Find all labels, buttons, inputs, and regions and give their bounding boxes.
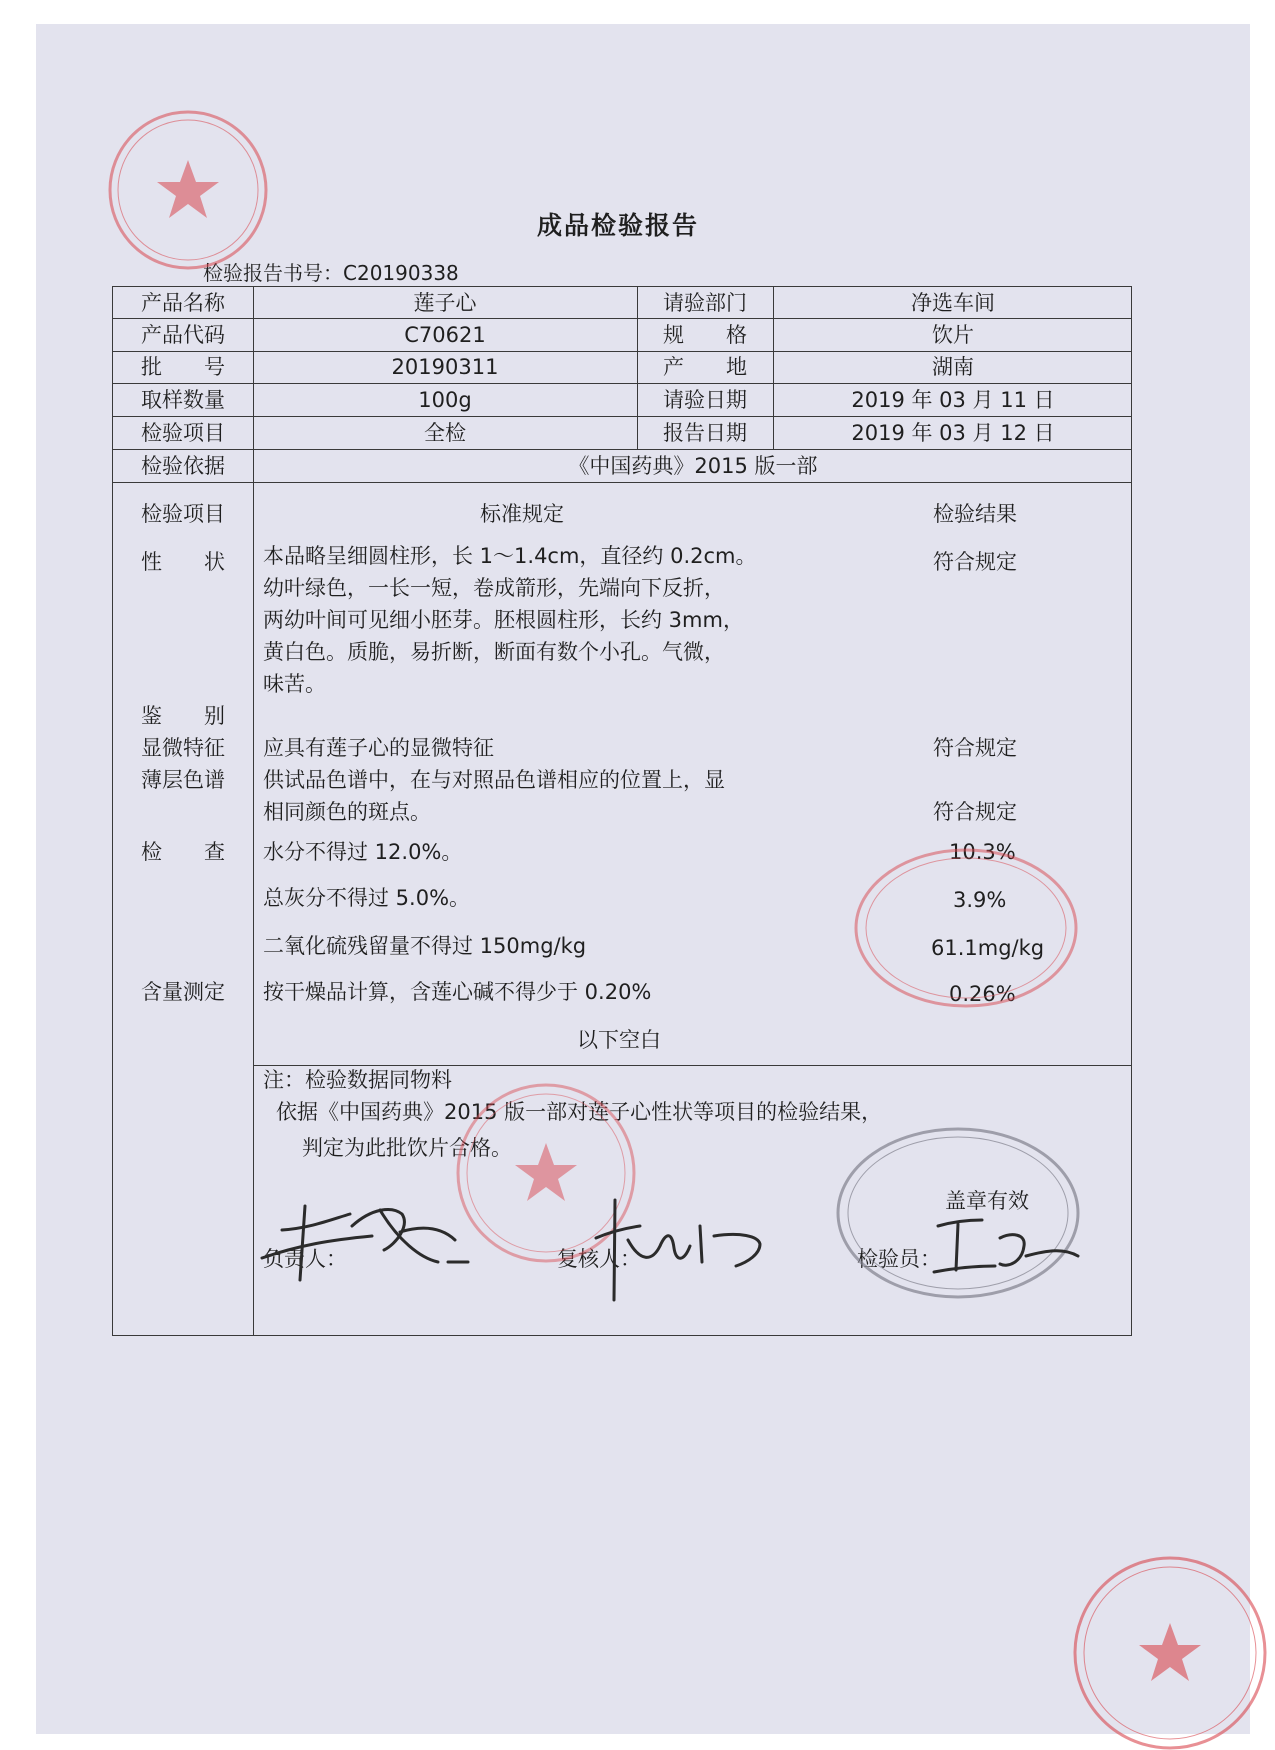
moisture-standard: 水分不得过 12.0%。 — [263, 840, 463, 864]
appearance-text-line: 味苦。 — [263, 672, 326, 696]
so2-standard: 二氧化硫残留量不得过 150mg/kg — [263, 934, 587, 958]
value-product-code: C70621 — [404, 323, 486, 347]
moisture-result: 10.3% — [949, 840, 1016, 864]
seal-valid-text: 盖章有效 — [945, 1189, 1029, 1213]
tlc-standard-line: 相同颜色的斑点。 — [263, 800, 431, 824]
label-product-name: 产品名称 — [141, 291, 225, 315]
value-request-dept: 净选车间 — [911, 291, 995, 315]
label-sample-qty: 取样数量 — [141, 388, 225, 412]
label-report-date: 报告日期 — [663, 421, 747, 445]
value-spec: 饮片 — [932, 323, 974, 347]
label-microscopic: 显微特征 — [141, 736, 225, 760]
value-report-date: 2019 年 03 月 12 日 — [851, 421, 1055, 445]
label-tlc: 薄层色谱 — [141, 768, 225, 792]
report-number-line — [203, 257, 459, 286]
value-sample-qty: 100g — [418, 388, 472, 412]
report-number: C20190338 — [343, 261, 459, 285]
so2-result: 61.1mg/kg — [931, 936, 1045, 960]
note-line-3: 判定为此批饮片合格。 — [302, 1136, 512, 1160]
label-spec: 规 格 — [663, 323, 747, 347]
report-title: 成品检验报告 — [536, 211, 699, 240]
label-appearance: 性 状 — [141, 550, 225, 574]
row-divider — [113, 482, 1131, 483]
label-inspection: 检 查 — [141, 840, 225, 864]
ash-standard: 总灰分不得过 5.0%。 — [263, 886, 471, 910]
label-product-code: 产品代码 — [141, 323, 225, 347]
responsible-label: 负责人： — [263, 1247, 347, 1271]
reviewer-label: 复核人： — [557, 1247, 641, 1271]
assay-result: 0.26% — [949, 982, 1016, 1006]
ash-result: 3.9% — [953, 888, 1007, 912]
label-batch-no: 批 号 — [141, 355, 225, 379]
label-origin: 产 地 — [663, 355, 747, 379]
note-line-2: 依据《中国药典》2015 版一部对莲子心性状等项目的检验结果， — [276, 1100, 883, 1124]
label-identification: 鉴 别 — [141, 704, 225, 728]
microscopic-result: 符合规定 — [933, 736, 1017, 760]
tlc-result: 符合规定 — [933, 800, 1017, 824]
tlc-standard-line: 供试品色谱中，在与对照品色谱相应的位置上，显 — [263, 768, 725, 792]
value-batch-no: 20190311 — [391, 355, 499, 379]
results-header-result: 检验结果 — [933, 502, 1017, 526]
report-number-label: 检验报告书号： — [203, 261, 343, 285]
value-test-item: 全检 — [424, 421, 466, 445]
value-request-date: 2019 年 03 月 11 日 — [851, 388, 1055, 412]
label-request-date: 请验日期 — [663, 388, 747, 412]
value-product-name: 莲子心 — [413, 291, 477, 315]
appearance-text-line: 两幼叶间可见细小胚芽。胚根圆柱形，长约 3mm， — [263, 608, 744, 632]
value-origin: 湖南 — [932, 355, 974, 379]
results-header-standard: 标准规定 — [480, 502, 564, 526]
microscopic-standard: 应具有莲子心的显微特征 — [263, 736, 494, 760]
appearance-text-line: 幼叶绿色，一长一短，卷成箭形，先端向下反折， — [263, 576, 725, 600]
label-test-item: 检验项目 — [141, 421, 225, 445]
label-basis: 检验依据 — [141, 454, 225, 478]
blank-below-marker: 以下空白 — [577, 1028, 661, 1052]
value-basis: 《中国药典》2015 版一部 — [568, 454, 818, 478]
appearance-result: 符合规定 — [933, 550, 1017, 574]
inspector-label: 检验员： — [857, 1247, 941, 1271]
label-request-dept: 请验部门 — [663, 291, 747, 315]
appearance-text-line: 本品略呈细圆柱形，长 1～1.4cm，直径约 0.2cm。 — [263, 544, 757, 568]
report-table — [112, 286, 1132, 1336]
appearance-text-line: 黄白色。质脆，易折断，断面有数个小孔。气微， — [263, 640, 725, 664]
assay-standard: 按干燥品计算，含莲心碱不得少于 0.20% — [263, 980, 652, 1004]
label-assay: 含量测定 — [141, 980, 225, 1004]
results-header-item: 检验项目 — [141, 502, 225, 526]
report-sheet — [36, 24, 1250, 1734]
note-line-1: 注：检验数据同物料 — [263, 1068, 452, 1092]
